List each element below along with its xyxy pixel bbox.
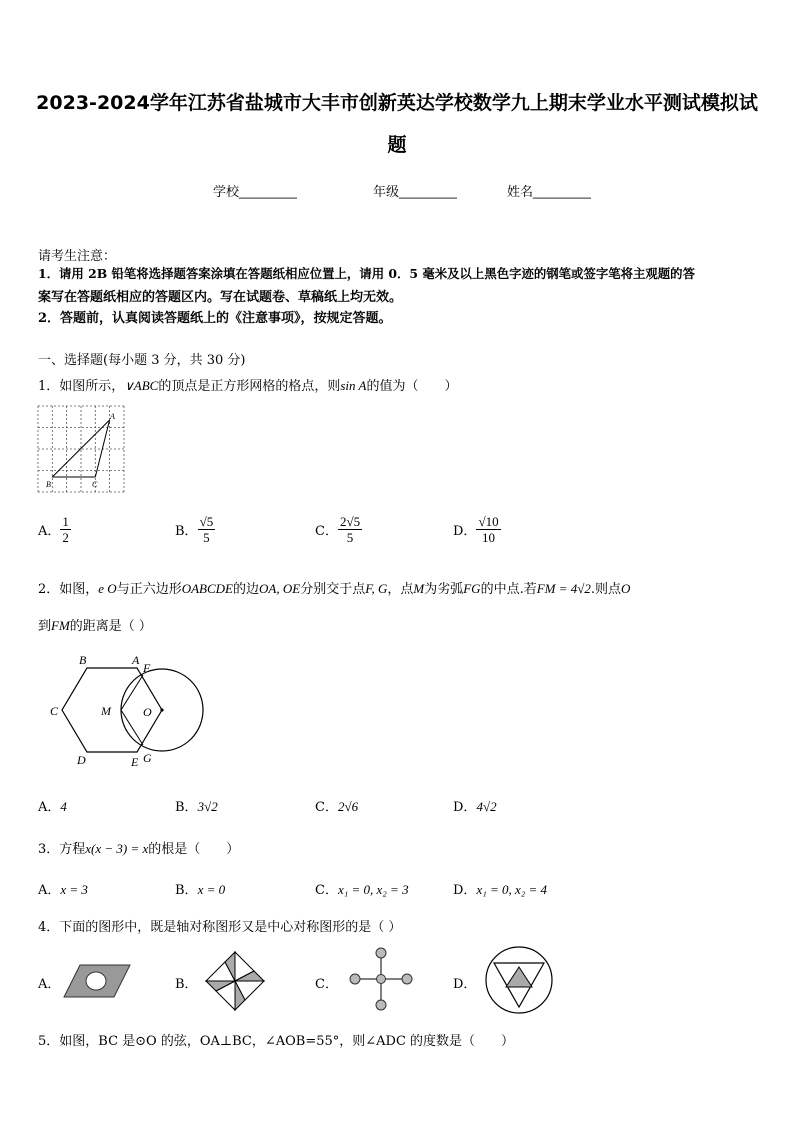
q3-option-a[interactable]: A．x = 3 [38,882,88,898]
label-a: A [110,412,115,421]
notice-item-1-cont: 案写在答题纸相应的答题区内。写在试题卷、草稿纸上均无效。 [38,290,403,305]
svg-text:A: A [132,653,140,667]
q2-option-c[interactable]: C．2√6 [315,799,359,815]
question-2-stem: 2．如图，e O与正六边形OABCDE的边OA, OE分别交于点F, G，点M为劣弧FG的中点.若FM = 4√2.则点O [38,581,631,597]
section-heading: 一、选择题(每小题 3 分，共 30 分) [38,353,246,368]
school-field[interactable] [213,181,297,200]
pinwheel-icon [204,950,266,1012]
grade-field[interactable] [373,181,457,200]
hexagon-circle-figure [45,650,215,770]
q1-option-c[interactable]: C． $\frac{2√5}{5}$ [315,514,361,545]
svg-text:E: E [131,755,139,769]
svg-text:F: F [143,661,151,675]
circle-triangles-icon [484,945,554,1015]
svg-text:M: M [101,704,111,718]
q4-option-c[interactable]: C． [315,977,338,992]
svg-text:D: D [77,753,86,767]
page-title-cont: 题 [387,134,407,156]
q2-option-d[interactable]: D．4√2 [453,799,497,815]
q1-option-b[interactable]: B． $\frac{√5}{5}$ [175,514,214,545]
notice-item-2: 2．答题前，认真阅读答题纸上的《注意事项》，按规定答题。 [38,311,392,326]
label-b: B [46,480,51,489]
q3-option-d[interactable]: D．x₁ = 0, x₂ = 4 [453,882,548,898]
q3-option-c[interactable]: C．x₁ = 0, x₂ = 3 [315,882,409,898]
grid-triangle-figure [37,405,127,495]
notice-heading: 请考生注意： [38,249,117,264]
svg-text:G: G [143,751,152,765]
label-c: C [92,480,98,489]
triangle-abc: ∨ABC [124,378,159,393]
q2-option-b[interactable]: B．3√2 [175,799,218,815]
question-2-stem-cont: 到FM的距离是（ ） [38,618,152,634]
cross-circles-icon [348,946,414,1012]
q1-option-a[interactable]: A． $\frac{1}{2}$ [38,514,69,545]
q4-option-a[interactable]: A． [38,977,61,992]
grade-blank: ________ [399,184,457,199]
parallelogram-circle-icon [62,963,132,999]
svg-text:B: B [79,653,87,667]
q2-option-a[interactable]: A．4 [38,799,67,815]
question-5-stem: 5．如图，BC 是⊙O 的弦，OA⊥BC，∠AOB=55°，则∠ADC 的度数是（ ） [38,1034,515,1049]
svg-text:C: C [50,704,59,718]
grade-label: 年级 [373,184,400,199]
page-title: 2023-2024学年江苏省盐城市大丰市创新英达学校数学九上期末学业水平测试模拟试 [36,92,758,114]
notice-item-1: 1．请用 2B 铅笔将选择题答案涂填在答题纸相应位置上，请用 0．5 毫米及以上黑色字迹的钢笔或签字笔将主观题的答 [38,266,695,281]
question-1-stem: 1．如图所示，∨ABC的顶点是正方形网格的格点，则sin A的值为（ ） [38,378,458,394]
name-field[interactable] [507,181,591,200]
q3-option-b[interactable]: B．x = 0 [175,882,226,898]
sin-a: sin A [340,378,367,393]
svg-text:O: O [143,705,152,719]
q4-option-d[interactable]: D． [453,977,477,992]
name-label: 姓名 [507,184,534,199]
school-label: 学校 [213,184,240,199]
q1-option-d[interactable]: D． $\frac{√10}{10}$ [453,514,499,545]
school-blank: ________ [239,184,297,199]
question-4-stem: 4．下面的图形中，既是轴对称图形又是中心对称图形的是（ ） [38,920,402,935]
triangle-abc-shape [52,420,109,477]
name-blank: ________ [533,184,591,199]
center-o-dot [160,708,163,711]
question-3-stem: 3．方程x(x − 3) = x的根是（ ） [38,841,240,857]
q4-option-b[interactable]: B． [175,977,198,992]
